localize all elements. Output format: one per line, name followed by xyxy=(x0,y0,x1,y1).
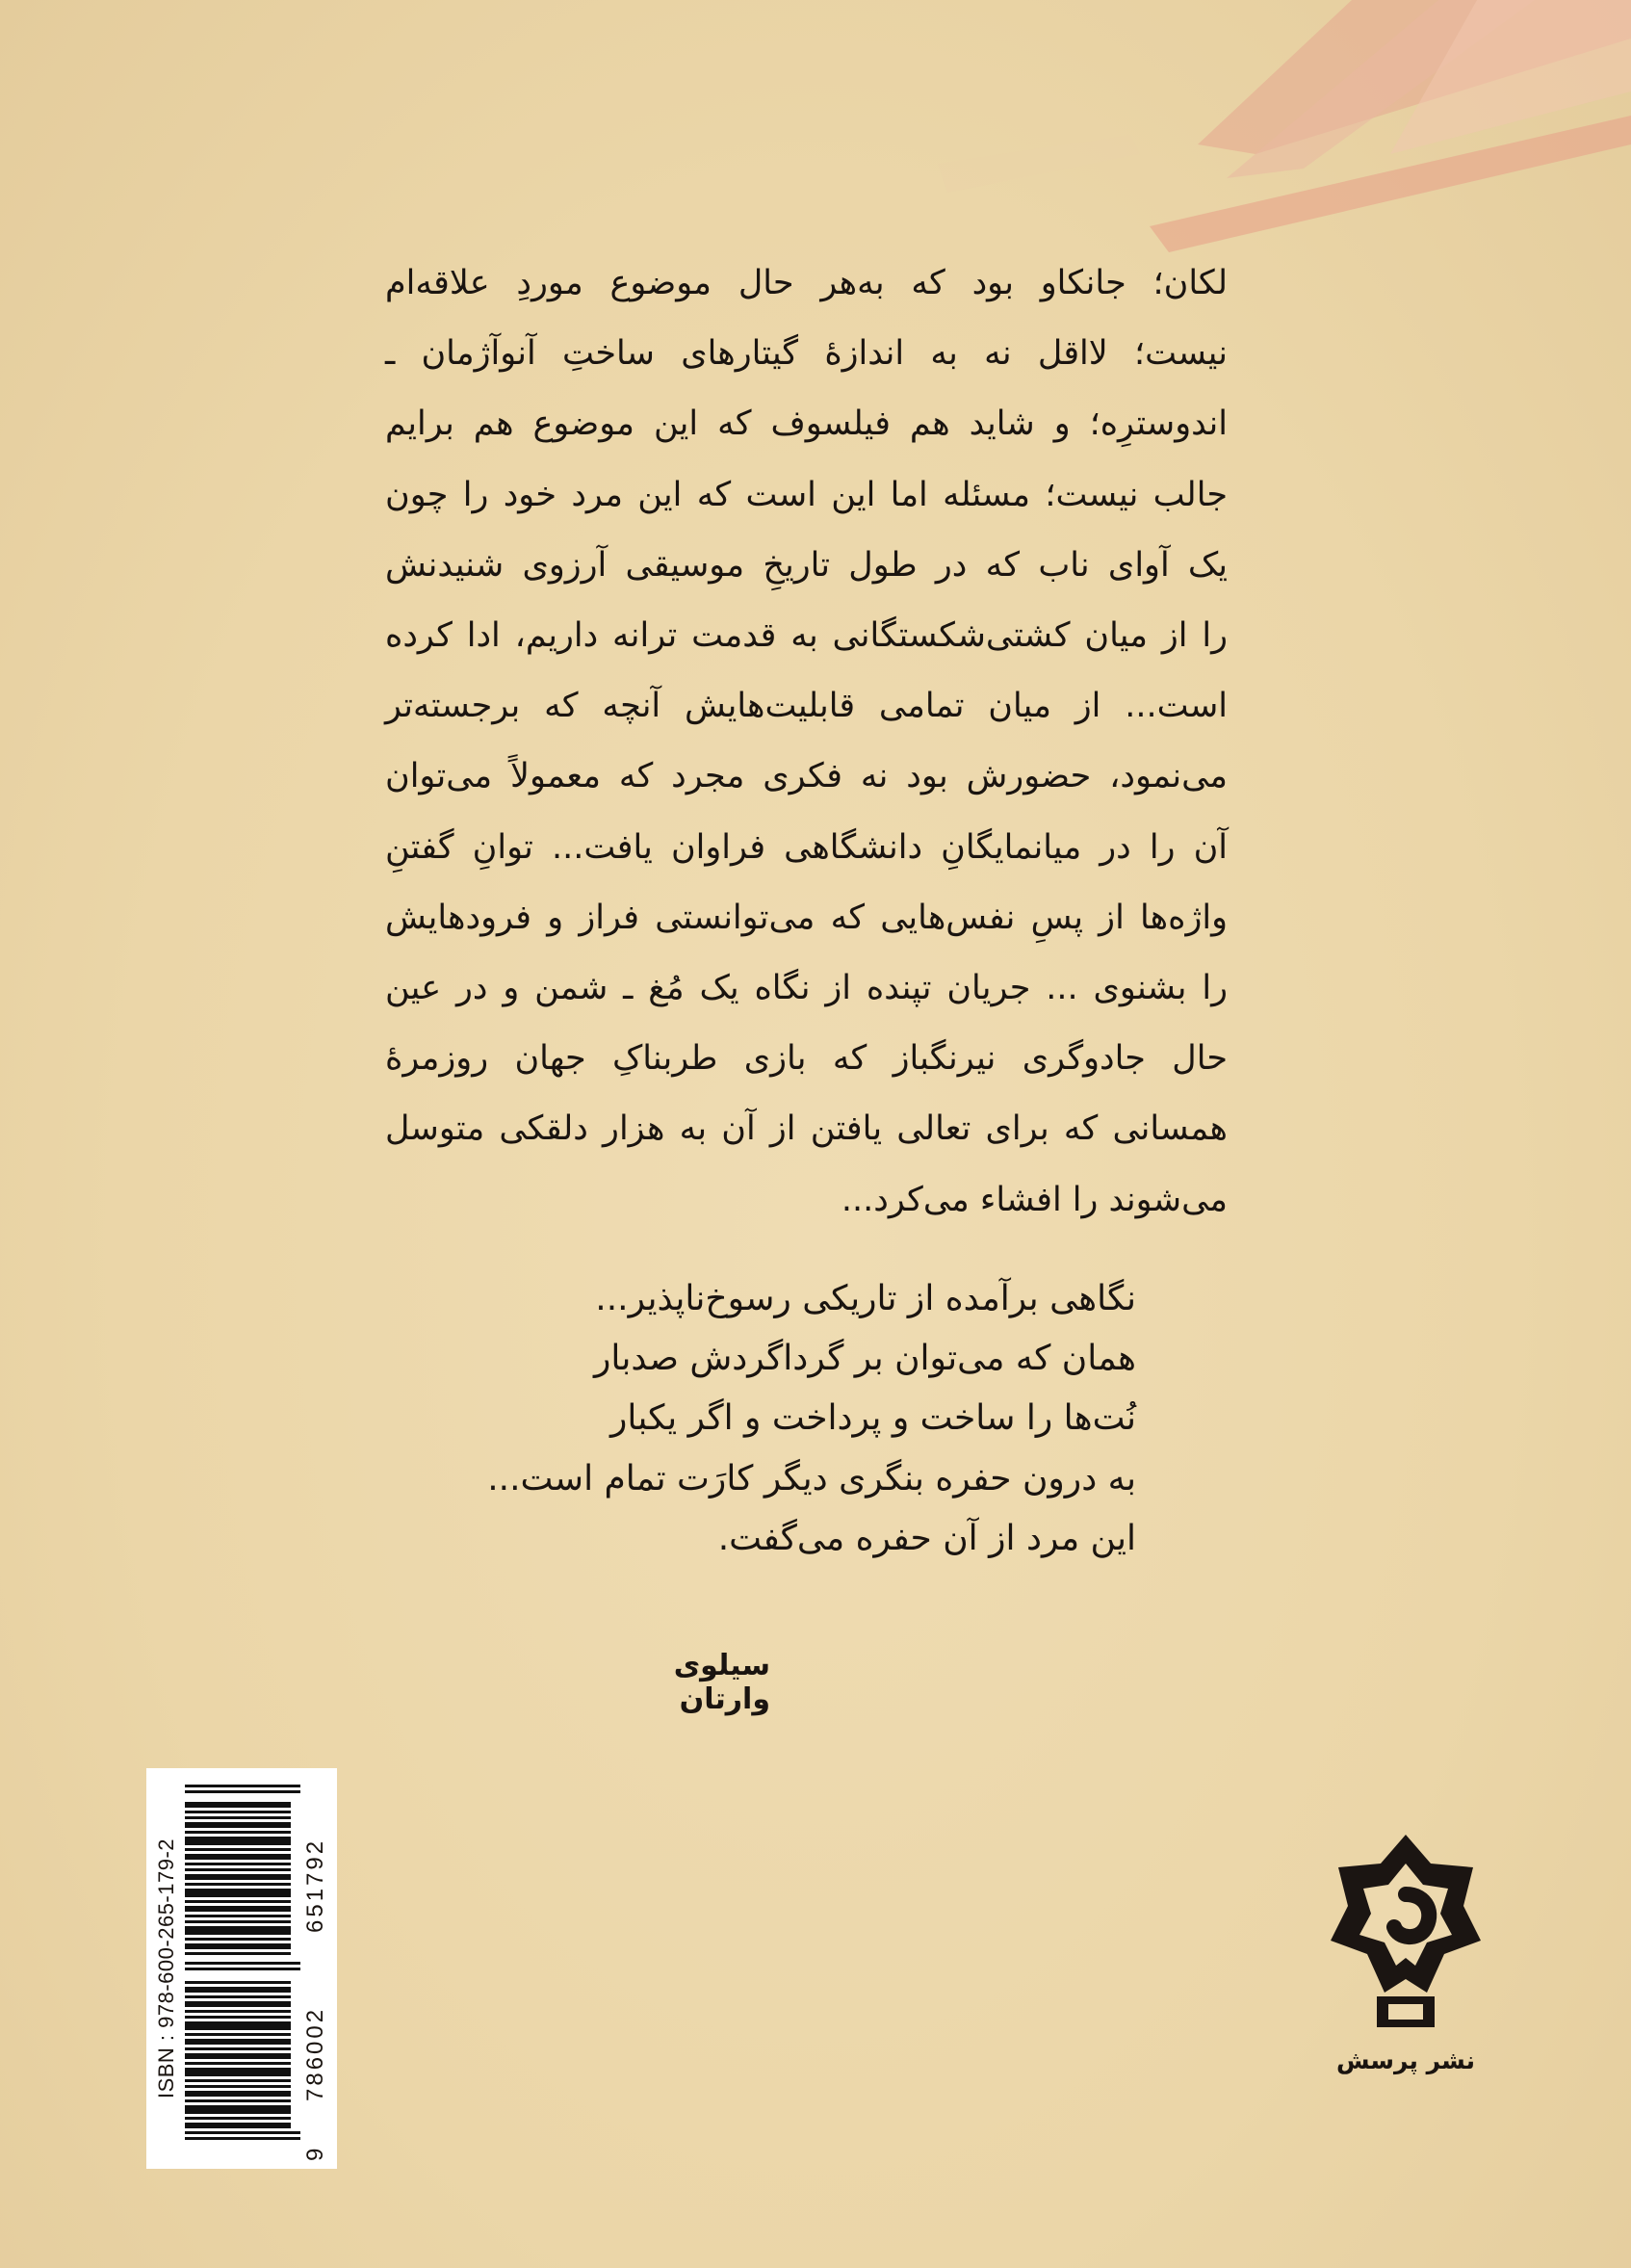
blurb-line: لکان؛ جانکاو بود که به‌هر حال موضوع موردِ علاقه‌ام xyxy=(385,264,1228,302)
poem-line: همان که می‌توان بر گرداگردش صدبار xyxy=(594,1339,1136,1379)
blurb-line: اندوسترِه؛ و شاید هم فیلسوف که این موضوع هم برایم xyxy=(385,404,1228,444)
quote-author: سیلوی وارتان xyxy=(673,1649,770,1716)
blurb-line: است... از میان تمامی قابلیت‌هایش آنچه که برجسته‌تر xyxy=(385,687,1228,726)
poem-line: به درون حفره بنگری دیگر کارَت تمام است... xyxy=(487,1458,1136,1499)
blurb-line: را بشنوی ... جریان تپنده از نگاه یک مُغ ـ شمن و در عین xyxy=(385,969,1228,1008)
blurb-line: نیست؛ لااقل نه به اندازهٔ گیتارهای ساختِ آنوآژمان ـ xyxy=(385,334,1228,374)
blurb-line: حال جادوگری نیرنگباز که بازی طربناکِ جهان روزمرهٔ xyxy=(385,1039,1228,1079)
blurb-line: جالب نیست؛ مسئله اما این است که این مرد خود را چون xyxy=(385,475,1228,514)
publisher-logo-icon xyxy=(1331,1835,1481,2027)
blurb-line: واژه‌ها از پسِ نفس‌هایی که می‌توانستی فراز و فرودهایش xyxy=(385,898,1228,937)
blurb-line: را از میان کشتی‌شکستگانی به قدمت ترانه داریم، ادا کرده xyxy=(385,616,1228,656)
barcode-bars xyxy=(185,1774,300,2140)
isbn-text: ISBN : 978-600-265-179-2 xyxy=(154,1838,178,2099)
poem-line: این مرد از آن حفره می‌گفت. xyxy=(717,1518,1136,1558)
poem-block xyxy=(487,1269,1136,1569)
blurb-line: همسانی که برای تعالی یافتن از آن به هزار دلقکی متوسل xyxy=(385,1109,1228,1149)
blurb-line: آن را در میانمایگانِ دانشگاهی فراوان یافت... توانِ گفتنِ xyxy=(385,827,1228,867)
poem-line: نگاهی برآمده از تاریکی رسوخ‌ناپذیر... xyxy=(595,1279,1136,1318)
publisher-name: نشر پرسش xyxy=(1336,2046,1475,2074)
ean-left-group: 786002 xyxy=(302,2006,328,2101)
blurb-line: یک آوای ناب که در طول تاریخِ موسیقی آرزوی شنیدنش xyxy=(385,545,1228,585)
blurb-line: می‌نمود، حضورش بود نه فکری مجرد که معمولاً می‌توان xyxy=(385,757,1228,796)
poem-line: نُت‌ها را ساخت و پرداخت و اگر یکبار xyxy=(610,1398,1136,1439)
isbn-barcode-label xyxy=(146,1768,337,2169)
ean-right-group: 651792 xyxy=(302,1838,328,1933)
blurb-line: می‌شوند را افشاء می‌کرد... xyxy=(841,1180,1228,1219)
ean-first-digit: 9 xyxy=(302,2148,328,2161)
blurb-paragraph xyxy=(385,248,1228,1236)
